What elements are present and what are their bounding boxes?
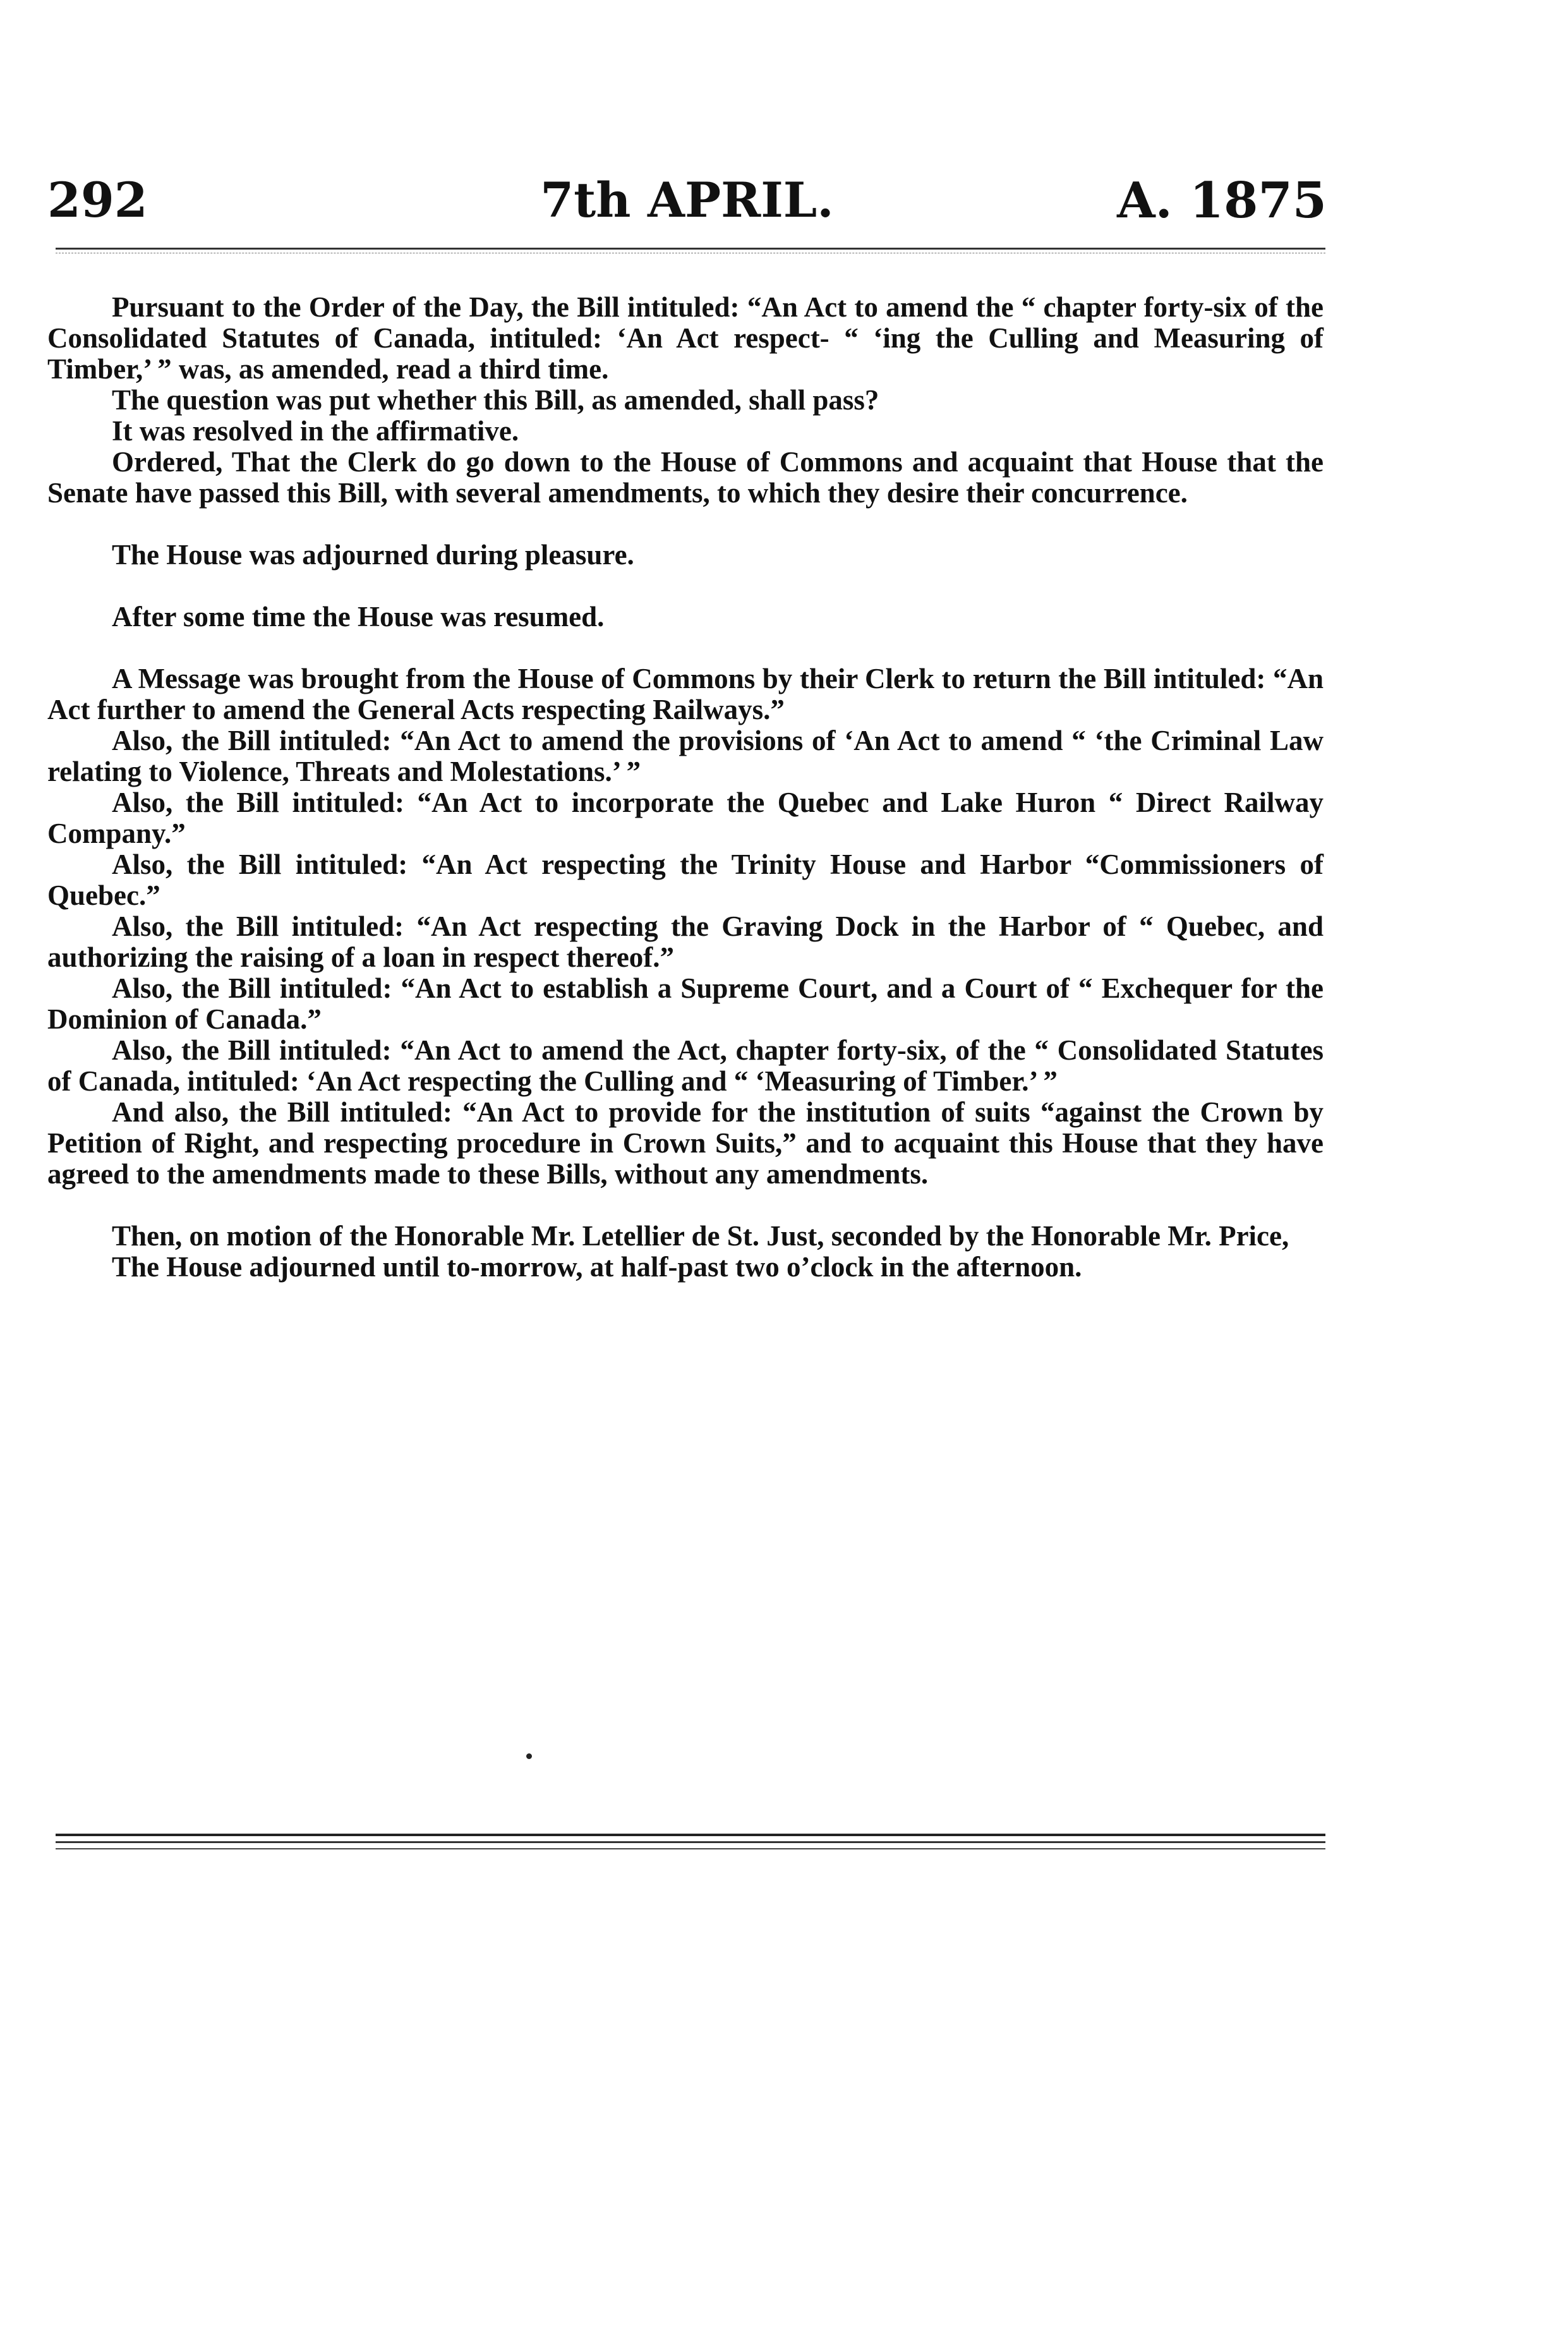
footer-rule-third <box>56 1848 1325 1849</box>
paragraph-motion: Then, on motion of the Honorable Mr. Letellier de St. Just, seconded by the Honorable Mr. Price, <box>112 1220 1289 1252</box>
page-number: 292 <box>47 172 148 228</box>
paragraph-adjournment: The House adjourned until to-morrow, at half-past two o’clock in the afternoon. <box>112 1251 1082 1283</box>
paragraph-adjourned-pleasure: The House was adjourned during pleasure. <box>112 539 634 571</box>
paragraph-criminal-law: Also, the Bill intituled: “An Act to amend the provisions of ‘An Act to amend “ ‘the Criminal Law relating to Violence, Threats and Molestations.’ ” <box>47 725 1324 787</box>
paragraph-timber-bill: Pursuant to the Order of the Day, the Bill intituled: “An Act to amend the “ chapter forty-six of the Consolidated Statutes of Canada, intituled: ‘An Act respect- “ ‘ing the Culling and Measuring of Timber,’ ” was, as amended, read a third time. <box>47 291 1324 385</box>
ink-mark <box>526 1753 532 1759</box>
paragraph-graving-dock: Also, the Bill intituled: “An Act respecting the Graving Dock in the Harbor of “ Quebec, and authorizing the raising of a loan in respect thereof.” <box>47 910 1324 973</box>
paragraph-message: A Message was brought from the House of Commons by their Clerk to return the Bill intituled: “An Act further to amend the General Acts respecting Railways.” <box>47 663 1324 725</box>
paragraph-supreme-court: Also, the Bill intituled: “An Act to establish a Supreme Court, and a Court of “ Exchequer for the Dominion of Canada.” <box>47 972 1324 1035</box>
paragraph-culling-timber: Also, the Bill intituled: “An Act to amend the Act, chapter forty-six, of the “ Consolidated Statutes of Canada, intituled: ‘An Act respecting the Culling and “ ‘Measuring of Timber.’ ” <box>47 1034 1324 1097</box>
paragraph-trinity-house: Also, the Bill intituled: “An Act respecting the Trinity House and Harbor “Commissioners of Quebec.” <box>47 849 1324 911</box>
paragraph-resolved: It was resolved in the affirmative. <box>112 415 519 447</box>
paragraph-resumed: After some time the House was resumed. <box>112 601 605 632</box>
paragraph-question: The question was put whether this Bill, as amended, shall pass? <box>112 384 879 416</box>
journal-body <box>47 292 1324 1283</box>
header-year: A. 1875 <box>1117 172 1327 229</box>
page-header <box>47 172 1327 235</box>
paragraph-ordered: Ordered, That the Clerk do go down to the House of Commons and acquaint that House that the Senate have passed this Bill, with several amendments, to which they desire their concurrence. <box>47 446 1324 509</box>
footer-rule <box>56 1834 1325 1836</box>
header-rule <box>56 248 1325 250</box>
paragraph-petition-of-right: And also, the Bill intituled: “An Act to provide for the institution of suits “against the Crown by Petition of Right, and respecting procedure in Crown Suits,” and to acquaint this House that they have agreed to the amendments made to these Bills, without any amendments. <box>47 1096 1324 1190</box>
paragraph-railway-company: Also, the Bill intituled: “An Act to incorporate the Quebec and Lake Huron “ Direct Railway Company.” <box>47 787 1324 849</box>
footer-rule-second <box>56 1841 1325 1843</box>
header-date: 7th APRIL. <box>540 172 834 228</box>
